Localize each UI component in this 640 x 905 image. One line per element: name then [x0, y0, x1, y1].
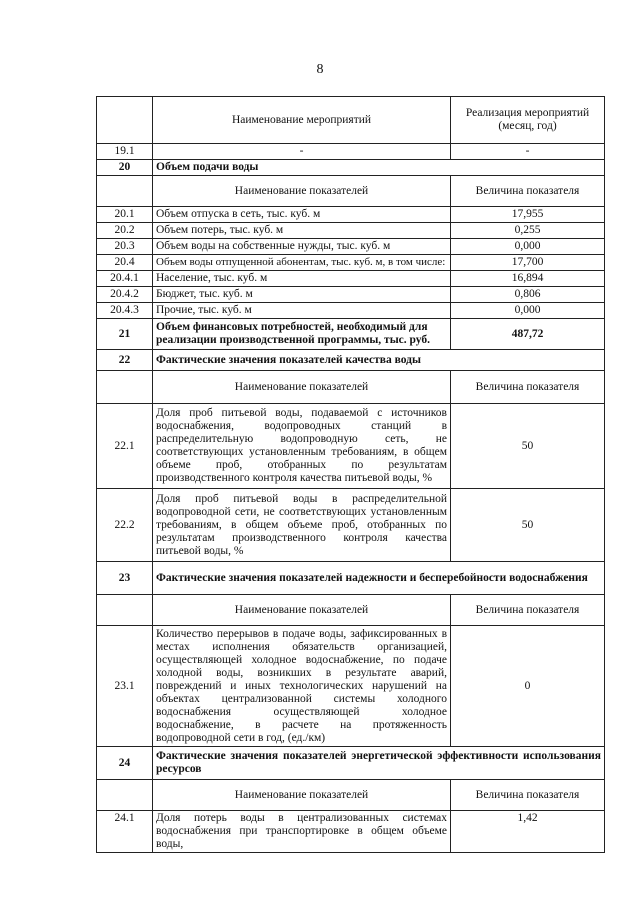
page-number: 8	[316, 62, 324, 77]
section-title: Объем финансовых потребностей, необходимый для реализации производственной программы, тыс. руб.	[153, 319, 451, 350]
row-description: -	[153, 144, 451, 160]
row-number: 22.1	[97, 404, 153, 489]
section-number: 20	[97, 160, 153, 176]
table-row	[97, 207, 605, 223]
table-row	[97, 255, 605, 271]
row-value: 50	[451, 404, 605, 489]
row-description: Доля проб питьевой воды, подаваемой с источников водоснабжения, водопроводных станций в распределительную водопроводную сеть, не соответствующих установленным требованиям, в общем объеме проб, отобранных по результатам производственного контроля качества питьевой воды, %	[153, 404, 451, 489]
section-number: 22	[97, 350, 153, 371]
header-value-cell: Реализация мероприятий (месяц, год)	[451, 97, 605, 144]
row-number: 20.4.1	[97, 271, 153, 287]
subheader-row	[97, 780, 605, 811]
section-row	[97, 319, 605, 350]
section-row	[97, 160, 605, 176]
section-title: Фактические значения показателей качества воды	[153, 350, 605, 371]
section-value: 487,72	[451, 319, 605, 350]
row-number: 19.1	[97, 144, 153, 160]
section-title: Объем подачи воды	[153, 160, 605, 176]
table-row	[97, 489, 605, 562]
row-value: 17,700	[451, 255, 605, 271]
section-number: 23	[97, 562, 153, 595]
subheader-value: Величина показателя	[451, 780, 605, 811]
program-table	[96, 96, 605, 853]
row-description: Прочие, тыс. куб. м	[153, 303, 451, 319]
row-value: 1,42	[451, 811, 605, 853]
table-row	[97, 287, 605, 303]
subheader-name: Наименование показателей	[153, 371, 451, 404]
row-value: -	[451, 144, 605, 160]
table-row	[97, 404, 605, 489]
section-row	[97, 747, 605, 780]
subheader-row	[97, 176, 605, 207]
row-number: 20.4	[97, 255, 153, 271]
row-value: 0,806	[451, 287, 605, 303]
subheader-name: Наименование показателей	[153, 176, 451, 207]
row-description: Объем потерь, тыс. куб. м	[153, 223, 451, 239]
section-number: 24	[97, 747, 153, 780]
row-number: 20.3	[97, 239, 153, 255]
header-name-cell: Наименование мероприятий	[153, 97, 451, 144]
table-row	[97, 303, 605, 319]
row-description: Объем воды отпущенной абонентам, тыс. куб. м, в том числе:	[153, 255, 451, 271]
section-number: 21	[97, 319, 153, 350]
row-description: Доля проб питьевой воды в распределительной водопроводной сети, не соответствующих установленным требованиям, в общем объеме проб, отобранных по результатам производственного контроля качества питьевой воды, %	[153, 489, 451, 562]
row-description: Объем воды на собственные нужды, тыс. куб. м	[153, 239, 451, 255]
row-number: 24.1	[97, 811, 153, 853]
row-description: Население, тыс. куб. м	[153, 271, 451, 287]
row-value: 50	[451, 489, 605, 562]
header-num-cell	[97, 97, 153, 144]
row-number: 22.2	[97, 489, 153, 562]
section-title: Фактические значения показателей надежности и бесперебойности водоснабжения	[153, 562, 605, 595]
subheader-row	[97, 595, 605, 626]
table-row	[97, 811, 605, 853]
section-row	[97, 350, 605, 371]
row-description: Количество перерывов в подаче воды, зафиксированных в местах исполнения обязательств организацией, осуществляющей холодное водоснабжение, по подаче холодной воды, возникших в результате аварий, повреждений и иных технологических нарушений на объектах централизованной системы холодного водоснабжения осуществляющей холодное водоснабжение, в расчете на протяженность водопроводной сети в год, (ед./км)	[153, 626, 451, 747]
section-title: Фактические значения показателей энергетической эффективности использования ресурсов	[153, 747, 605, 780]
subheader-value: Величина показателя	[451, 371, 605, 404]
row-number: 20.1	[97, 207, 153, 223]
table-row	[97, 239, 605, 255]
row-description: Бюджет, тыс. куб. м	[153, 287, 451, 303]
table-row	[97, 626, 605, 747]
row-number: 20.4.2	[97, 287, 153, 303]
row-value: 16,894	[451, 271, 605, 287]
table-row	[97, 223, 605, 239]
table-row	[97, 144, 605, 160]
subheader-value: Величина показателя	[451, 176, 605, 207]
row-value: 0,000	[451, 303, 605, 319]
subheader-name: Наименование показателей	[153, 595, 451, 626]
row-number: 23.1	[97, 626, 153, 747]
row-value: 17,955	[451, 207, 605, 223]
subheader-row	[97, 371, 605, 404]
row-value: 0,000	[451, 239, 605, 255]
row-description: Доля потерь воды в централизованных системах водоснабжения при транспортировке в общем объеме воды,	[153, 811, 451, 853]
row-number: 20.4.3	[97, 303, 153, 319]
table-row	[97, 271, 605, 287]
row-number: 20.2	[97, 223, 153, 239]
row-value: 0,255	[451, 223, 605, 239]
row-description: Объем отпуска в сеть, тыс. куб. м	[153, 207, 451, 223]
row-value: 0	[451, 626, 605, 747]
table-header-row	[97, 97, 605, 144]
subheader-value: Величина показателя	[451, 595, 605, 626]
section-row	[97, 562, 605, 595]
subheader-name: Наименование показателей	[153, 780, 451, 811]
